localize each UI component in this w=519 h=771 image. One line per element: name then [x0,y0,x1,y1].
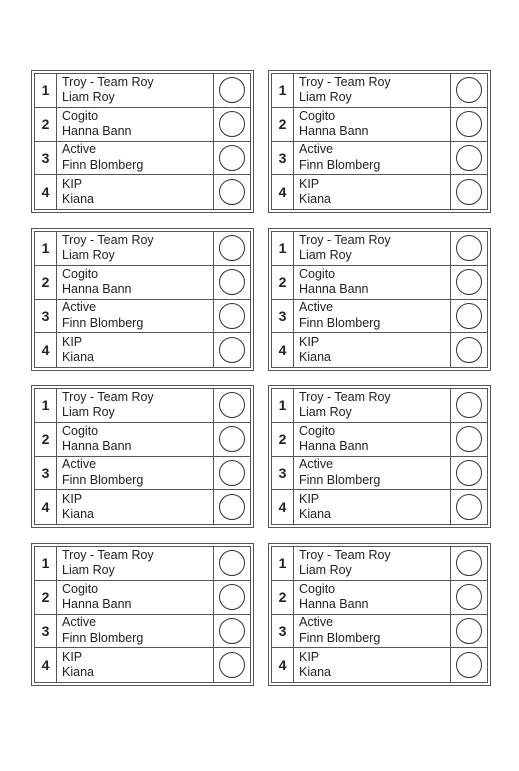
ballot-card [31,70,254,213]
vote-cell[interactable] [450,232,487,265]
vote-circle[interactable] [456,303,482,329]
option-names [57,232,213,265]
party-name: Active [299,142,334,157]
option-number: 2 [272,266,294,299]
ballot-table [271,388,488,525]
ballot-row [35,423,250,457]
option-names [294,266,450,299]
ballot-row [272,457,487,491]
party-name: Active [299,300,334,315]
option-number: 4 [35,648,57,682]
candidate-name: Hanna Bann [62,597,132,612]
party-name: Cogito [299,266,336,281]
vote-circle[interactable] [456,179,482,205]
vote-circle[interactable] [219,145,245,171]
party-name: Troy - Team Roy [62,389,154,404]
vote-cell[interactable] [213,300,250,333]
option-names [57,648,213,682]
vote-cell[interactable] [213,333,250,367]
ballot-card [268,543,491,686]
option-names [294,457,450,490]
candidate-name: Hanna Bann [299,439,369,454]
option-number: 4 [272,490,294,524]
vote-circle[interactable] [456,618,482,644]
vote-circle[interactable] [219,269,245,295]
ballot-row [272,300,487,334]
vote-cell[interactable] [450,547,487,580]
option-names [57,389,213,422]
candidate-name: Liam Roy [299,563,352,578]
ballot-card [31,543,254,686]
vote-circle[interactable] [456,460,482,486]
ballot-row [35,457,250,491]
candidate-name: Liam Roy [299,405,352,420]
option-number: 2 [35,581,57,614]
option-names [294,142,450,175]
ballot-row [35,175,250,209]
party-name: Troy - Team Roy [62,74,154,89]
ballot-row [272,547,487,581]
option-number: 4 [35,333,57,367]
option-number: 3 [35,615,57,648]
party-name: Cogito [62,423,99,438]
candidate-name: Liam Roy [62,90,115,105]
party-name: KIP [62,491,83,506]
option-number: 2 [272,581,294,614]
ballot-row [35,232,250,266]
ballot-row [272,175,487,209]
option-names [294,232,450,265]
ballot-row [35,389,250,423]
option-names [57,547,213,580]
candidate-name: Kiana [62,192,94,207]
option-number: 3 [272,142,294,175]
candidate-name: Liam Roy [299,90,352,105]
option-number: 2 [35,423,57,456]
option-number: 3 [272,300,294,333]
party-name: Troy - Team Roy [299,547,391,562]
vote-circle[interactable] [219,426,245,452]
vote-cell[interactable] [213,648,250,682]
vote-cell[interactable] [450,615,487,648]
vote-cell[interactable] [450,581,487,614]
ballot-row [272,142,487,176]
option-names [294,581,450,614]
option-number: 4 [35,175,57,209]
vote-circle[interactable] [219,460,245,486]
vote-cell[interactable] [213,490,250,524]
vote-circle[interactable] [219,550,245,576]
candidate-name: Finn Blomberg [299,472,381,487]
option-names [57,581,213,614]
option-names [57,74,213,107]
option-number: 3 [272,615,294,648]
party-name: Troy - Team Roy [299,74,391,89]
option-names [294,423,450,456]
vote-circle[interactable] [456,652,482,678]
party-name: KIP [62,176,83,191]
candidate-name: Kiana [62,507,94,522]
vote-circle[interactable] [456,392,482,418]
candidate-name: Hanna Bann [62,282,132,297]
vote-cell[interactable] [450,490,487,524]
candidate-name: Finn Blomberg [299,157,381,172]
party-name: Troy - Team Roy [62,232,154,247]
option-names [57,423,213,456]
party-name: Active [62,142,97,157]
party-name: KIP [62,649,83,664]
option-number: 1 [272,74,294,107]
ballot-row [272,232,487,266]
ballot-row [35,547,250,581]
vote-cell[interactable] [450,300,487,333]
option-names [294,648,450,682]
vote-cell[interactable] [213,142,250,175]
vote-cell[interactable] [450,74,487,107]
vote-circle[interactable] [219,618,245,644]
option-number: 4 [272,648,294,682]
ballot-row [35,648,250,682]
vote-circle[interactable] [219,179,245,205]
ballot-row [272,74,487,108]
candidate-name: Kiana [299,192,331,207]
candidate-name: Finn Blomberg [62,630,144,645]
ballot-card [268,228,491,371]
vote-cell[interactable] [213,108,250,141]
candidate-name: Hanna Bann [62,439,132,454]
option-names [57,615,213,648]
vote-cell[interactable] [213,74,250,107]
option-names [294,300,450,333]
party-name: Active [299,615,334,630]
ballot-row [272,333,487,367]
ballot-card [31,228,254,371]
option-number: 1 [35,232,57,265]
party-name: KIP [299,491,320,506]
ballot-row [272,389,487,423]
vote-cell[interactable] [213,232,250,265]
ballot-table [271,73,488,210]
option-number: 1 [272,232,294,265]
ballot-card [268,70,491,213]
party-name: Active [62,457,97,472]
party-name: KIP [299,176,320,191]
vote-circle[interactable] [456,235,482,261]
candidate-name: Finn Blomberg [62,157,144,172]
option-names [57,490,213,524]
vote-cell[interactable] [450,108,487,141]
vote-cell[interactable] [450,423,487,456]
party-name: Cogito [62,108,99,123]
vote-cell[interactable] [450,266,487,299]
candidate-name: Finn Blomberg [62,472,144,487]
candidate-name: Hanna Bann [299,124,369,139]
ballot-table [271,546,488,683]
option-number: 4 [35,490,57,524]
ballot-row [272,266,487,300]
ballot-table [34,388,251,525]
option-number: 2 [35,266,57,299]
party-name: Active [299,457,334,472]
ballot-table [34,73,251,210]
ballot-row [272,423,487,457]
vote-circle[interactable] [219,337,245,363]
candidate-name: Kiana [62,665,94,680]
ballot-row [272,108,487,142]
vote-circle[interactable] [456,550,482,576]
party-name: Active [62,300,97,315]
party-name: KIP [299,649,320,664]
party-name: Cogito [299,108,336,123]
vote-cell[interactable] [213,581,250,614]
candidate-name: Kiana [299,507,331,522]
vote-circle[interactable] [456,269,482,295]
vote-cell[interactable] [213,457,250,490]
ballot-row [35,266,250,300]
vote-cell[interactable] [450,648,487,682]
vote-cell[interactable] [450,457,487,490]
candidate-name: Liam Roy [299,248,352,263]
vote-circle[interactable] [456,145,482,171]
option-number: 3 [35,142,57,175]
vote-circle[interactable] [219,494,245,520]
party-name: Troy - Team Roy [299,232,391,247]
option-names [57,457,213,490]
ballot-row [35,615,250,649]
vote-circle[interactable] [219,235,245,261]
ballot-row [272,490,487,524]
option-names [57,333,213,367]
ballot-table [34,546,251,683]
vote-circle[interactable] [456,337,482,363]
vote-circle[interactable] [456,77,482,103]
vote-circle[interactable] [456,426,482,452]
option-number: 3 [272,457,294,490]
ballot-row [35,581,250,615]
ballot-row [35,333,250,367]
vote-circle[interactable] [456,111,482,137]
candidate-name: Liam Roy [62,405,115,420]
vote-circle[interactable] [219,652,245,678]
option-number: 2 [272,423,294,456]
party-name: Active [62,615,97,630]
candidate-name: Kiana [299,350,331,365]
vote-cell[interactable] [213,547,250,580]
party-name: Troy - Team Roy [299,389,391,404]
vote-circle[interactable] [456,584,482,610]
option-names [294,389,450,422]
option-names [294,108,450,141]
vote-cell[interactable] [450,175,487,209]
party-name: Cogito [62,581,99,596]
ballot-row [272,648,487,682]
ballot-row [35,490,250,524]
party-name: KIP [62,334,83,349]
option-number: 3 [35,300,57,333]
option-names [57,266,213,299]
ballot-row [35,74,250,108]
candidate-name: Finn Blomberg [62,315,144,330]
ballot-card [268,385,491,528]
option-number: 4 [272,333,294,367]
vote-cell[interactable] [213,615,250,648]
option-number: 2 [272,108,294,141]
option-number: 1 [35,389,57,422]
candidate-name: Liam Roy [62,248,115,263]
candidate-name: Finn Blomberg [299,315,381,330]
ballot-row [272,581,487,615]
vote-circle[interactable] [219,77,245,103]
vote-circle[interactable] [219,111,245,137]
option-number: 1 [35,547,57,580]
ballot-table [34,231,251,368]
candidate-name: Hanna Bann [62,124,132,139]
vote-circle[interactable] [219,584,245,610]
option-names [57,175,213,209]
ballot-table [271,231,488,368]
vote-cell[interactable] [450,389,487,422]
option-number: 1 [272,389,294,422]
option-names [57,142,213,175]
party-name: Cogito [299,581,336,596]
vote-cell[interactable] [213,423,250,456]
option-names [294,175,450,209]
ballot-row [35,108,250,142]
option-names [294,615,450,648]
option-number: 3 [35,457,57,490]
vote-circle[interactable] [219,303,245,329]
option-names [294,547,450,580]
option-number: 2 [35,108,57,141]
ballot-row [35,142,250,176]
vote-cell[interactable] [213,266,250,299]
candidate-name: Hanna Bann [299,282,369,297]
party-name: Cogito [62,266,99,281]
candidate-name: Kiana [299,665,331,680]
option-number: 4 [272,175,294,209]
ballot-row [35,300,250,334]
vote-circle[interactable] [456,494,482,520]
candidate-name: Finn Blomberg [299,630,381,645]
option-names [294,74,450,107]
vote-cell[interactable] [213,389,250,422]
party-name: KIP [299,334,320,349]
candidate-name: Kiana [62,350,94,365]
vote-circle[interactable] [219,392,245,418]
option-number: 1 [35,74,57,107]
candidate-name: Liam Roy [62,563,115,578]
option-names [57,108,213,141]
vote-cell[interactable] [450,333,487,367]
option-names [294,333,450,367]
option-names [294,490,450,524]
candidate-name: Hanna Bann [299,597,369,612]
option-names [57,300,213,333]
ballot-card [31,385,254,528]
vote-cell[interactable] [450,142,487,175]
vote-cell[interactable] [213,175,250,209]
party-name: Troy - Team Roy [62,547,154,562]
ballot-row [272,615,487,649]
option-number: 1 [272,547,294,580]
party-name: Cogito [299,423,336,438]
